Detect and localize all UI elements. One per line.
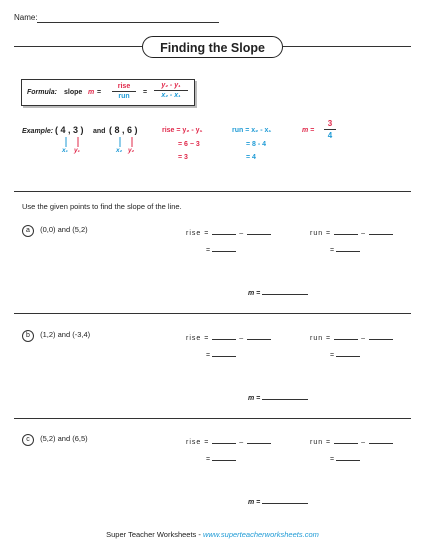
fraction-bar (324, 129, 336, 130)
rise-y2-blank[interactable] (212, 227, 236, 235)
run-result-row (330, 349, 360, 359)
rise-row (186, 227, 271, 237)
run-result-row (330, 453, 360, 463)
title-rule-right (283, 46, 411, 47)
problem-a (22, 225, 88, 237)
formula-slope-text: slope (64, 89, 83, 96)
instructions: Use the given points to find the slope of the line. (22, 202, 182, 211)
m-label: m = (248, 290, 261, 297)
example-m-num: 3 (327, 119, 333, 128)
footer-brand: Super Teacher Worksheets - (106, 530, 203, 539)
footer (0, 530, 425, 539)
formula-rise: rise (117, 83, 131, 90)
slope-answer-blank[interactable] (262, 287, 308, 295)
run-x1-blank[interactable] (369, 436, 393, 444)
example-run-formula: run = x₂ - x₁ (232, 127, 272, 134)
rise-result-row (206, 349, 236, 359)
fraction-bar (112, 91, 136, 92)
rise-result-blank[interactable] (212, 349, 236, 357)
minus-sign: – (239, 439, 245, 446)
sub-x2: x₂ (116, 147, 123, 154)
run-x2-blank[interactable] (334, 332, 358, 340)
minus-sign: – (361, 335, 366, 342)
slope-answer-blank[interactable] (262, 496, 308, 504)
run-result-blank[interactable] (336, 453, 360, 461)
run-x2-blank[interactable] (334, 436, 358, 444)
sub-x1: x₁ (62, 147, 68, 154)
example-point-1 (55, 125, 84, 135)
rise-y1-blank[interactable] (247, 332, 271, 340)
name-label: Name: (14, 13, 38, 22)
section-divider (14, 191, 411, 192)
run-x1-blank[interactable] (369, 227, 393, 235)
run-row (310, 332, 393, 342)
minus-sign: – (361, 230, 366, 237)
section-divider (14, 313, 411, 314)
problem-points: (0,0) and (5,2) (40, 225, 88, 234)
section-divider (14, 418, 411, 419)
rise-over-run-fraction (112, 83, 136, 100)
run-label: run = (310, 230, 332, 237)
problem-c (22, 434, 88, 446)
run-row (310, 436, 393, 446)
minus-sign: – (239, 335, 245, 342)
example-rise-sub: = 6 − 3 (178, 141, 200, 148)
rise-result-row (206, 453, 236, 463)
example-m-fraction (324, 119, 336, 140)
name-field-line[interactable] (37, 22, 219, 23)
example-run-result: = 4 (246, 154, 256, 161)
run-result-blank[interactable] (336, 349, 360, 357)
rise-label: rise = (186, 335, 210, 342)
problem-letter-badge: c (22, 434, 34, 446)
formula-numerator: y₂ - y₁ (161, 82, 181, 89)
problem-points: (1,2) and (-3,4) (40, 330, 91, 339)
page-title: Finding the Slope (142, 36, 283, 58)
rise-label: rise = (186, 439, 210, 446)
rise-y1-blank[interactable] (247, 227, 271, 235)
example-point-2-text: ( 8 , 6 ) (109, 125, 138, 135)
run-label: run = (310, 335, 332, 342)
formula-denominator: x₂ - x₁ (161, 92, 181, 99)
m-label: m = (248, 499, 261, 506)
problem-points: (5,2) and (6,5) (40, 434, 88, 443)
example-and: and (93, 128, 106, 135)
rise-row (186, 332, 271, 342)
formula-m: m (88, 89, 95, 96)
rise-result-blank[interactable] (212, 453, 236, 461)
formula-label: Formula: (27, 89, 57, 96)
m-label: m = (248, 395, 261, 402)
example-rise-formula: rise = y₂ - y₁ (162, 127, 203, 134)
slope-row (248, 392, 308, 402)
equals-sign: = (330, 247, 335, 254)
equals-sign: = (330, 456, 335, 463)
formula-run: run (118, 93, 130, 100)
rise-row (186, 436, 271, 446)
example-point-1-text: ( 4 , 3 ) (55, 125, 84, 135)
equals-sign: = (206, 352, 211, 359)
minus-sign: – (361, 439, 366, 446)
example-arrows (55, 137, 155, 149)
example-point-2 (109, 125, 138, 135)
example-run-sub: = 8 - 4 (246, 141, 267, 148)
example-m-label: m = (302, 127, 315, 134)
run-x1-blank[interactable] (369, 332, 393, 340)
rise-result-row (206, 244, 236, 254)
sub-y2: y₂ (128, 147, 135, 154)
slope-answer-blank[interactable] (262, 392, 308, 400)
rise-y1-blank[interactable] (247, 436, 271, 444)
problem-letter-badge: a (22, 225, 34, 237)
rise-result-blank[interactable] (212, 244, 236, 252)
example-label: Example: (22, 128, 54, 135)
run-result-blank[interactable] (336, 244, 360, 252)
problem-letter-badge: b (22, 330, 34, 342)
fraction-bar (154, 90, 188, 91)
formula-eq1: = (97, 89, 102, 96)
run-x2-blank[interactable] (334, 227, 358, 235)
equals-sign: = (206, 247, 211, 254)
formula-eq2: = (143, 89, 148, 96)
title-rule-left (14, 46, 142, 47)
slope-row (248, 287, 308, 297)
minus-sign: – (239, 230, 245, 237)
difference-fraction (154, 82, 188, 99)
slope-row (248, 496, 308, 506)
run-result-row (330, 244, 360, 254)
run-row (310, 227, 393, 237)
equals-sign: = (206, 456, 211, 463)
rise-y2-blank[interactable] (212, 332, 236, 340)
example-rise-result: = 3 (178, 154, 188, 161)
rise-label: rise = (186, 230, 210, 237)
sub-y1: y₁ (74, 147, 80, 154)
footer-url[interactable]: www.superteacherworksheets.com (202, 530, 319, 539)
example-m-den: 4 (327, 131, 333, 140)
equals-sign: = (330, 352, 335, 359)
problem-b (22, 330, 90, 342)
run-label: run = (310, 439, 332, 446)
rise-y2-blank[interactable] (212, 436, 236, 444)
